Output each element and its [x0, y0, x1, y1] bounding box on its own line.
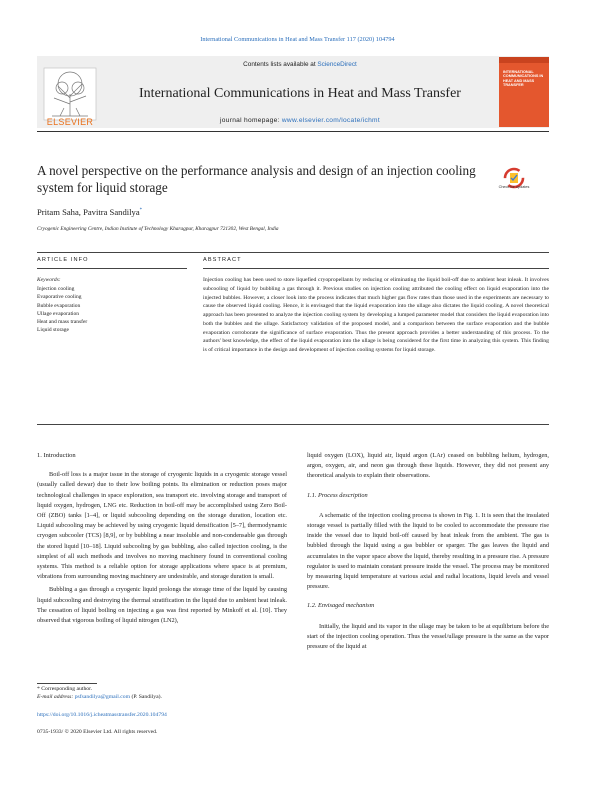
process-description-paragraph: A schematic of the injection cooling process is shown in Fig. 1. It is seen that the insulated storage vessel is partially filled with the liquid to be cooled to accommodate the pressure rise inside the vessel due to liquid boil-off caused by heat inleak from the ambient. The gas is bubbled through the liquid using a gas bubbler or sparger. The gas leaves the liquid and accumulates in the vapor space above the liquid, thereby resulting in a pressure rise. A pressure regulator is used to maintain constant pressure inside the vessel. The process may be monitored by measuring liquid temperature at various axial and radial locations, liquid levels and vessel pressure.	[307, 511, 549, 591]
homepage-prefix: journal homepage:	[220, 117, 282, 124]
abstract-bottom-rule	[37, 424, 549, 425]
keyword: Evaporative cooling	[37, 294, 82, 301]
right-paragraph-1: liquid oxygen (LOX), liquid air, liquid argon (LAr) ceased on bubbling helium, hydrogen, argon, oxygen, air, and neon gas through these liquids. However, they did not present any theoretical analysis to explain their observations.	[307, 452, 549, 480]
publisher-wordmark: ELSEVIER	[46, 117, 94, 127]
info-top-rule	[37, 252, 549, 253]
journal-name: International Communications in Heat and Mass Transfer	[139, 86, 461, 101]
copyright-line: 0735-1933/ © 2020 Elsevier Ltd. All rights reserved.	[37, 729, 158, 735]
email-suffix: (P. Sandilya).	[130, 694, 162, 700]
envisaged-mechanism-paragraph: Initially, the liquid and its vapor in the ullage may be taken to be at equilibrium before the start of the injection cooling operation. Thus the vessel/ullage pressure is the same as the vapor pressure of the liquid at	[307, 622, 549, 651]
keyword: Heat and mass transfer	[37, 319, 88, 326]
article-info-heading: ARTICLE INFO	[37, 257, 89, 263]
info-sub-rule	[37, 268, 187, 269]
right-column	[307, 451, 549, 652]
process-description-heading: 1.1. Process description	[307, 491, 368, 499]
journal-cover-image	[499, 57, 549, 127]
keywords-label: Keywords:	[37, 277, 61, 283]
left-column	[37, 451, 287, 626]
homepage-link[interactable]: www.elsevier.com/locate/ichmt	[281, 117, 380, 124]
email-link[interactable]: psfsandilya@gmail.com	[74, 694, 131, 700]
corresponding-mark[interactable]: *	[139, 208, 143, 214]
check-for-updates-label[interactable]: Check for updates	[498, 185, 530, 189]
journal-homepage	[110, 117, 490, 124]
keyword: Ullage evaporation	[37, 310, 79, 317]
keyword: Injection cooling	[37, 286, 75, 292]
journal-reference[interactable]: International Communications in Heat and Mass Transfer 117 (2020) 104794	[200, 36, 395, 43]
envisaged-mechanism-heading: 1.2. Envisaged mechanism	[307, 602, 375, 610]
journal-cover-band	[499, 57, 549, 63]
introduction-heading: 1. Introduction	[37, 452, 76, 459]
email-label: E-mail address:	[37, 694, 75, 700]
keyword: Bubble evaporation	[37, 302, 81, 309]
email-line	[37, 694, 162, 700]
keyword: Liquid storage	[37, 327, 69, 334]
contents-prefix: Contents lists available at	[243, 61, 318, 68]
abstract-text: Injection cooling has been used to store liquefied cryopropellants by reducing or eliminating the liquid boil-off due to ambient heat inleak. It involves subcooling of liquid by bubbling a gas through it. Previous studies on injection cooling attributed the cooling effect on liquid evaporation into the injected bubbles. However, a closer look into the process indicates that much higher gas flow rates than those used in the experiments are necessary to cause the observed liquid cooling. Hence, it is envisaged that the liquid evaporation into the ullage also dictates the liquid cooling. A novel theoretical approach has been presented to analyze the injection cooling system by developing a lumped parameter model that considers the liquid evaporation into both the bubbles and the ullage. Satisfactory validation of the proposed model, and a comparison between the surface evaporation and the bubble evaporation corroborate the significance of surface evaporation. Thus the present approach provides a better understanding of this process. To the authors' best knowledge, the effect of the liquid evaporation into the ullage is being considered for the first time in analyzing this system. This finding is of critical importance in the design and development of injection cooling systems for liquid storage.	[203, 277, 549, 353]
introduction-paragraph-1: Boil-off loss is a major issue in the storage of cryogenic liquids in a cryogenic storage vessel (usually called dewar) due to their low boiling points. Its elimination or reduction poses major technological challenges in space exploration, sea transport etc. involving storage and transport of liquid oxygen, hydrogen, LNG etc. Reduction in boil-off may be accomplished using Zero Boil-Off (ZBO) tanks [1–4], or liquid subcooling depending on the storage duration, location etc. Liquid subcooling may be achieved by using cryogenic liquid densification [5–7], thermodynamic cryogen subcooler (TCS) [8,9], or by bubbling a near insoluble and non-condensable gas through the stored liquid [10–18]. Liquid subcooling by gas bubbling, also called injection cooling, is the simplest of all such methods and involves no moving machinery found in conventional cooling systems. This method is a reliable option for storage applications where space is at premium, vibrations from surrounding moving machinery are undesirable, and storage duration is small.	[37, 471, 287, 581]
contents-line	[110, 61, 490, 68]
journal-cover-title: INTERNATIONAL COMMUNICATIONS IN HEAT AND MASS TRANSFER	[503, 70, 544, 88]
header-rule	[37, 131, 549, 132]
sciencedirect-link[interactable]: ScienceDirect	[317, 61, 357, 68]
abstract-sub-rule	[203, 268, 549, 269]
affiliation: Cryogenic Engineering Centre, Indian Institute of Technology Kharagpur, Kharagpur 721302, West Bengal, India	[37, 226, 279, 232]
doi-link[interactable]: https://doi.org/10.1016/j.icheatmasstransfer.2020.104794	[37, 712, 167, 718]
keywords-list	[37, 285, 87, 335]
footnote-rule	[37, 683, 97, 684]
abstract-heading: ABSTRACT	[203, 257, 242, 263]
article-title: A novel perspective on the performance analysis and design of an injection cooling system for liquid storage	[37, 163, 476, 195]
introduction-paragraph-2: Bubbling a gas through a cryogenic liquid prolongs the storage time of the liquid by causing liquid subcooling and destroying the thermal stratification in the liquid due to ambient heat inleak. The cessation of liquid boiling on injecting a gas was first reported by Minkoff et al. [10]. They observed that vigorous boiling of liquid nitrogen (LN2),	[37, 586, 287, 625]
author-list	[37, 207, 142, 217]
author-names: Pritam Saha, Pavitra Sandilya	[37, 207, 140, 217]
corresponding-author-note: * Corresponding author.	[37, 686, 93, 692]
